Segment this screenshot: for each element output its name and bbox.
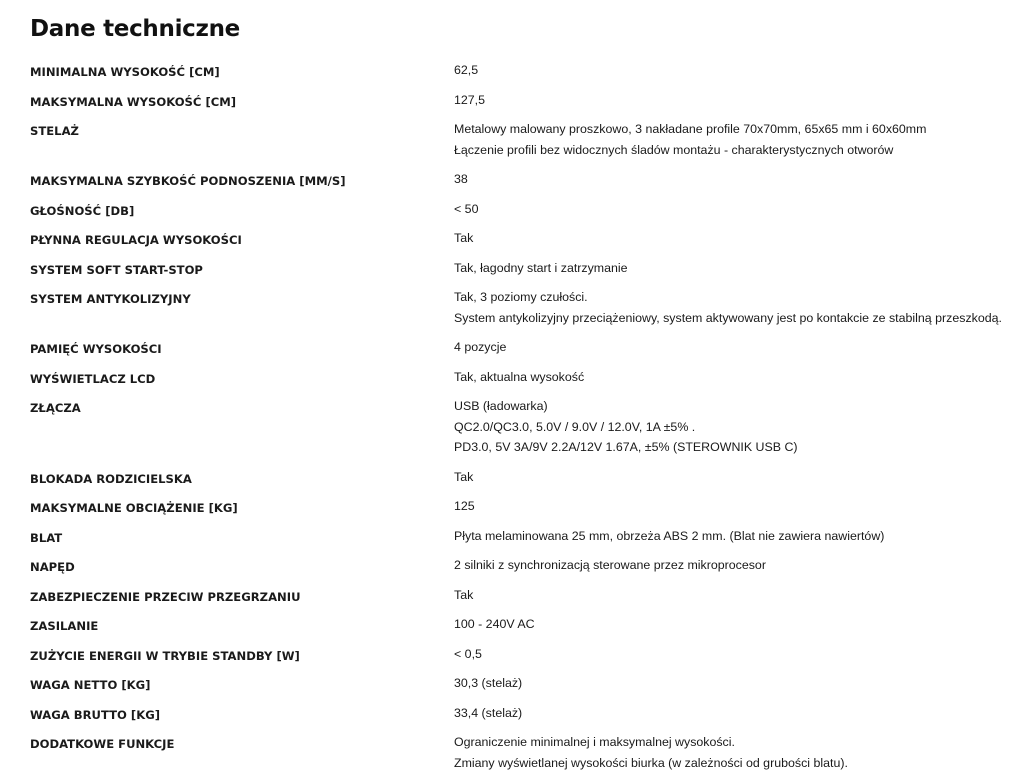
- spec-value: [454, 496, 1024, 517]
- spec-value-line: Zmiany wyświetlanej wysokości biurka (w zależności od grubości blatu).: [454, 755, 848, 770]
- spec-label: NAPĘD: [30, 560, 75, 574]
- spec-value-line: 4 pozycje: [454, 340, 507, 354]
- spec-value-line: 38: [454, 172, 468, 186]
- spec-value: [454, 90, 1024, 111]
- spec-row: [30, 197, 1024, 227]
- spec-value: [454, 337, 1024, 358]
- spec-value-line: 33,4 (stelaż): [454, 705, 523, 720]
- spec-row: [30, 365, 1024, 395]
- spec-row: [30, 335, 1024, 365]
- spec-value-line: Tak: [454, 231, 474, 245]
- spec-label: ZŁĄCZA: [30, 401, 81, 415]
- spec-value-line: < 0,5: [454, 646, 482, 661]
- spec-value-line: 127,5: [454, 92, 486, 107]
- spec-label: BLOKADA RODZICIELSKA: [30, 471, 192, 486]
- spec-row: [30, 583, 1024, 613]
- spec-row: [30, 88, 1024, 118]
- spec-row: [30, 394, 1024, 465]
- spec-label: MINIMALNA WYSOKOŚĆ [CM]: [30, 65, 220, 79]
- spec-row: [30, 730, 1024, 780]
- spec-value-line: PD3.0, 5V 3A/9V 2.2A/12V 1.67A, ±5% (STEROWNIK USB C): [454, 440, 798, 454]
- spec-value-line: Tak, aktualna wysokość: [454, 369, 585, 384]
- spec-value: [454, 555, 1024, 576]
- spec-value-line: Metalowy malowany proszkowo, 3 nakładane profile 70x70mm, 65x65 mm i 60x60mm: [454, 122, 927, 136]
- spec-label: WAGA BRUTTO [KG]: [30, 707, 161, 722]
- spec-value: [454, 585, 1024, 606]
- spec-value-line: Tak, 3 poziomy czułości.: [454, 290, 588, 304]
- spec-value-line: 62,5: [454, 63, 479, 77]
- spec-label: ZASILANIE: [30, 619, 99, 633]
- spec-value-line: System antykolizyjny przeciążeniowy, system aktywowany jest po kontakcie ze stabilną przeszkodą.: [454, 310, 1002, 325]
- spec-value: [454, 396, 1024, 458]
- spec-label: GŁOŚNOŚĆ [DB]: [30, 203, 135, 218]
- spec-label: DODATKOWE FUNKCJE: [30, 737, 175, 751]
- spec-label: SYSTEM ANTYKOLIZYJNY: [30, 292, 191, 306]
- spec-value: [454, 732, 1024, 773]
- spec-value: [454, 119, 1024, 160]
- spec-label: PAMIĘĆ WYSOKOŚCI: [30, 342, 162, 356]
- spec-value-line: Tak, łagodny start i zatrzymanie: [454, 260, 628, 275]
- spec-row: [30, 117, 1024, 167]
- spec-row: [30, 701, 1024, 731]
- spec-label: ZUŻYCIE ENERGII W TRYBIE STANDBY [W]: [30, 648, 300, 663]
- spec-value: [454, 287, 1024, 328]
- spec-value-line: USB (ładowarka): [454, 399, 548, 413]
- spec-value-line: Tak: [454, 469, 474, 484]
- spec-row: [30, 256, 1024, 286]
- spec-row: [30, 494, 1024, 524]
- spec-value: [454, 169, 1024, 190]
- spec-value: [454, 467, 1024, 488]
- spec-value: [454, 644, 1024, 665]
- spec-label: WAGA NETTO [KG]: [30, 678, 151, 692]
- spec-label: MAKSYMALNE OBCIĄŻENIE [KG]: [30, 501, 238, 515]
- spec-value-line: QC2.0/QC3.0, 5.0V / 9.0V / 12.0V, 1A ±5% .: [454, 419, 696, 434]
- spec-value-line: 125: [454, 499, 475, 513]
- spec-value: [454, 199, 1024, 220]
- spec-row: [30, 58, 1024, 88]
- spec-value-line: 100 - 240V AC: [454, 617, 535, 631]
- spec-value: [454, 258, 1024, 279]
- spec-value-line: Płyta melaminowana 25 mm, obrzeża ABS 2 mm. (Blat nie zawiera nawiertów): [454, 528, 885, 543]
- spec-row: [30, 671, 1024, 701]
- spec-table: [30, 58, 1024, 780]
- spec-value: [454, 228, 1024, 249]
- page-title: Dane techniczne: [30, 16, 240, 42]
- spec-row: [30, 167, 1024, 197]
- spec-label: PŁYNNA REGULACJA WYSOKOŚCI: [30, 233, 242, 247]
- spec-label: BLAT: [30, 530, 63, 545]
- spec-value: [454, 367, 1024, 388]
- spec-row: [30, 642, 1024, 672]
- spec-row: [30, 465, 1024, 495]
- spec-value: [454, 614, 1024, 635]
- spec-value-line: 2 silniki z synchronizacją sterowane przez mikroprocesor: [454, 558, 766, 572]
- spec-row: [30, 285, 1024, 335]
- spec-value-line: < 50: [454, 201, 479, 216]
- spec-row: [30, 553, 1024, 583]
- spec-value-line: 30,3 (stelaż): [454, 676, 523, 690]
- spec-label: STELAŻ: [30, 124, 79, 138]
- spec-row: [30, 226, 1024, 256]
- spec-value: [454, 526, 1024, 547]
- spec-label: WYŚWIETLACZ LCD: [30, 371, 156, 386]
- spec-label: ZABEZPIECZENIE PRZECIW PRZEGRZANIU: [30, 589, 301, 604]
- spec-label: MAKSYMALNA SZYBKOŚĆ PODNOSZENIA [MM/S]: [30, 174, 346, 188]
- spec-value-line: Ograniczenie minimalnej i maksymalnej wysokości.: [454, 735, 735, 749]
- spec-value: [454, 60, 1024, 81]
- technical-data-section: [30, 0, 1024, 770]
- spec-value-line: Łączenie profili bez widocznych śladów montażu - charakterystycznych otworów: [454, 142, 894, 157]
- spec-row: [30, 524, 1024, 554]
- spec-value: [454, 703, 1024, 724]
- spec-value-line: Tak: [454, 587, 474, 602]
- spec-row: [30, 612, 1024, 642]
- spec-value: [454, 673, 1024, 694]
- spec-label: MAKSYMALNA WYSOKOŚĆ [CM]: [30, 94, 237, 109]
- spec-label: SYSTEM SOFT START-STOP: [30, 262, 203, 277]
